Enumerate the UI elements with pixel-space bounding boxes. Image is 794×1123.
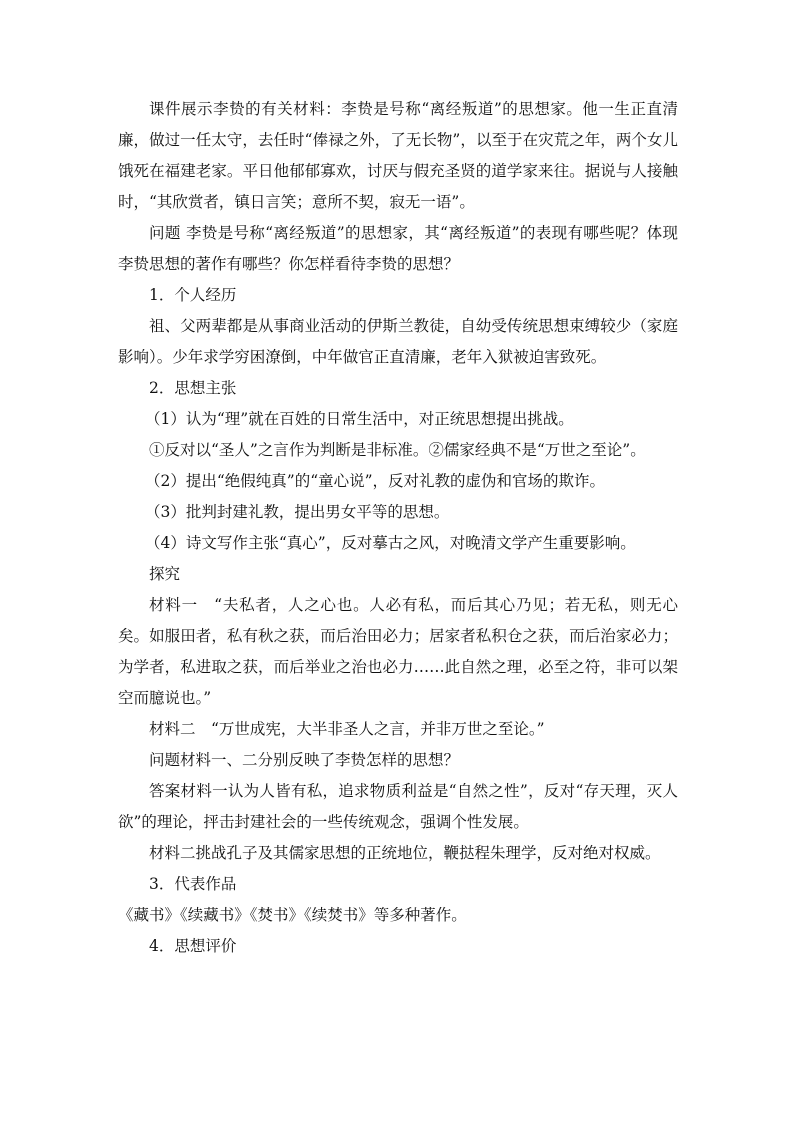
heading-representative-works: 3．代表作品: [149, 875, 237, 893]
paragraph-material-intro: 课件展示李贽的有关材料：李贽是号称“离经叛道”的思想家。他一生正直清廉，做过一任太守，去任时“俸禄之外，了无长物”，以至于在灾荒之年，两个女儿饿死在福建老家。平日他郁郁寡欢，讨厌与假充圣贤的道学家来往。据说与人接触时，“其欣赏者，镇日言笑；意所不契，寂无一语”。: [118, 100, 678, 211]
list-item-claim-1: （1）认为“理”就在百姓的日常生活中，对正统思想提出挑战。: [145, 410, 574, 428]
list-item-claim-4: （4）诗文写作主张“真心”，反对摹古之风，对晚清文学产生重要影响。: [145, 534, 636, 552]
heading-explore: 探究: [149, 565, 181, 583]
paragraph-answer-1: 答案材料一认为人皆有私，追求物质利益是“自然之性”，反对“存天理，灭人欲”的理论，抨击封建社会的一些传统观念，强调个性发展。: [118, 782, 678, 831]
list-item-claim-2: （2）提出“绝假纯真”的“童心说”，反对礼教的虚伪和官场的欺诈。: [145, 472, 606, 490]
document-body: [118, 94, 678, 962]
heading-thought-evaluation: 4．思想评价: [149, 937, 237, 955]
paragraph-question-2: 问题材料一、二分别反映了李贽怎样的思想？: [149, 751, 460, 769]
heading-personal-experience: 1．个人经历: [149, 286, 237, 304]
paragraph-works-list: 《藏书》《续藏书》《焚书》《续焚书》等多种著作。: [118, 906, 467, 924]
paragraph-question-1: 问题 李贽是号称“离经叛道”的思想家，其“离经叛道”的表现有哪些呢？体现李贽思想的著作有哪些？你怎样看待李贽的思想？: [118, 224, 678, 273]
list-item-claim-1-detail: ①反对以“圣人”之言作为判断是非标准。②儒家经典不是“万世之至论”。: [149, 441, 646, 459]
paragraph-material-1: 材料一 “夫私者，人之心也。人必有私，而后其心乃见；若无私，则无心矣。如服田者，私有秋之获，而后治田必力；居家者私积仓之获，而后治家必力；为学者，私进取之获，而后举业之治也必力……此自然之理，必至之符，非可以架空而臆说也。”: [118, 596, 678, 707]
paragraph-answer-2: 材料二挑战孔子及其儒家思想的正统地位，鞭挞程朱理学，反对绝对权威。: [149, 844, 661, 862]
list-item-claim-3: （3）批判封建礼教，提出男女平等的思想。: [145, 503, 450, 521]
paragraph-personal-experience: 祖、父两辈都是从事商业活动的伊斯兰教徒，自幼受传统思想束缚较少（家庭影响）。少年求学穷困潦倒，中年做官正直清廉，老年入狱被迫害致死。: [118, 317, 678, 366]
heading-thought-claims: 2．思想主张: [149, 379, 237, 397]
paragraph-material-2: 材料二 “万世成宪，大半非圣人之言，并非万世之至论。”: [149, 720, 545, 738]
